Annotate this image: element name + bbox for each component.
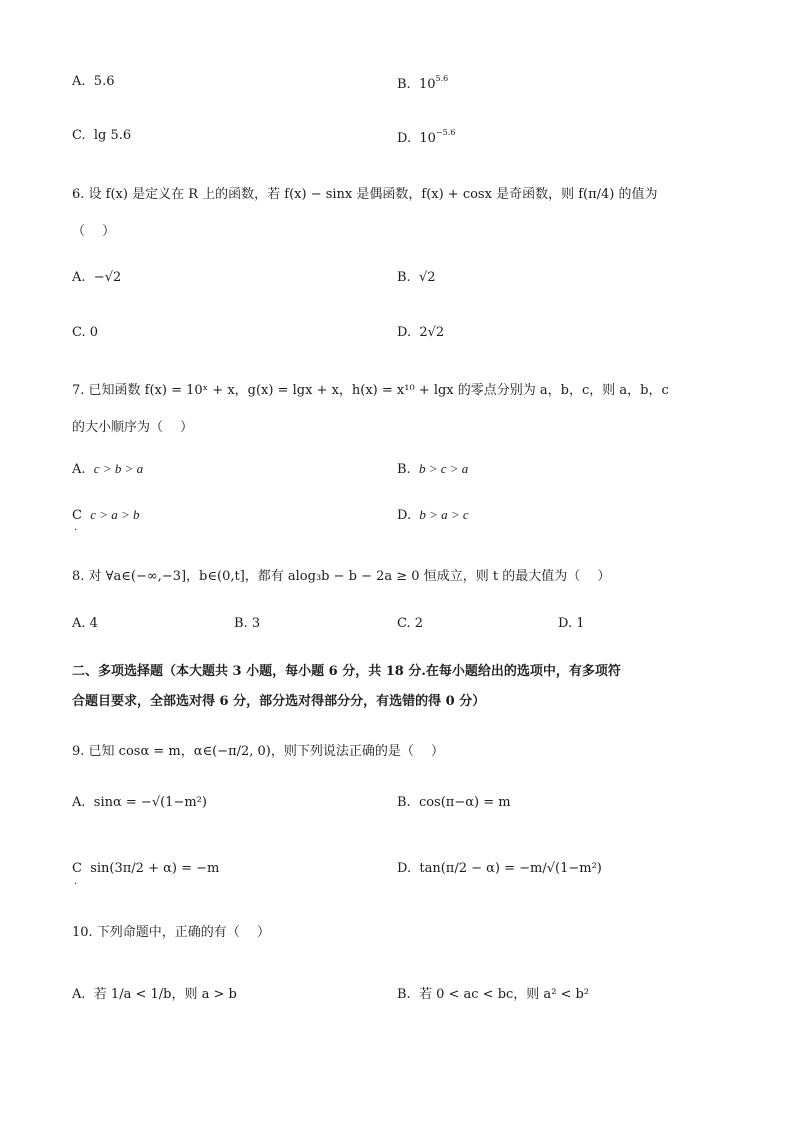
q7-stem-line2: 的大小顺序为（ ） xyxy=(72,420,194,435)
q5-option-d: D. $10^{-5.6}$ xyxy=(397,128,456,146)
q9-option-c: C sin(3π/2 + α) = −m xyxy=(72,861,220,876)
q5-option-a: A. 5.6 xyxy=(72,74,115,89)
stray-dot-mark: . xyxy=(74,522,78,533)
q10-option-b: B. 若 0 < ac < bc，则 a² < b² xyxy=(397,987,590,1002)
stray-dot-mark: . xyxy=(74,876,78,887)
q5-option-c: C. lg 5.6 xyxy=(72,128,132,143)
q7-option-b: B. b > c > a xyxy=(397,461,469,477)
q8-option-a: A. 4 xyxy=(72,616,98,631)
q10-option-a: A. 若 1/a < 1/b，则 a > b xyxy=(72,987,237,1002)
q6-option-d: D. 2√2 xyxy=(397,325,445,340)
q7-option-d: D. b > a > c xyxy=(397,507,469,523)
q9-option-a: A. sinα = −√(1−m²) xyxy=(72,795,207,810)
q6-option-a: A. −√2 xyxy=(72,270,122,285)
q7-option-c: C c > a > b xyxy=(72,507,140,523)
q10-stem: 10. 下列命题中，正确的有（ ） xyxy=(72,925,270,940)
q9-stem: 9. 已知 cosα = m，α∈(−π/2, 0)，则下列说法正确的是（ ） xyxy=(72,744,445,759)
q9-option-b: B. cos(π−α) = m xyxy=(397,795,511,810)
q6-option-b: B. √2 xyxy=(397,270,436,285)
section2-heading-line1: 二、多项选择题（本大题共 3 小题，每小题 6 分，共 18 分.在每小题给出的选项中，有多项符 xyxy=(72,664,621,679)
q6-option-c: C. 0 xyxy=(72,325,99,340)
q7-option-a: A. c > b > a xyxy=(72,461,144,477)
q8-stem: 8. 对 ∀a∈(−∞,−3]，b∈(0,t]，都有 alog₃b − b − 2a ≥ 0 恒成立，则 t 的最大值为（ ） xyxy=(72,569,611,584)
q6-stem-line2: （ ） xyxy=(72,224,116,239)
q5-option-b: B. $10^{5.6}$ xyxy=(397,74,449,92)
q8-option-d: D. 1 xyxy=(558,616,585,631)
section2-heading-line2: 合题目要求，全部选对得 6 分，部分选对得部分分，有选错的得 0 分） xyxy=(72,694,486,709)
q8-option-c: C. 2 xyxy=(397,616,424,631)
q9-option-d: D. tan(π/2 − α) = −m/√(1−m²) xyxy=(397,861,602,876)
q7-stem-line1: 7. 已知函数 f(x) = 10ˣ + x，g(x) = lgx + x，h(x) = x¹⁰ + lgx 的零点分别为 a，b，c，则 a，b，c xyxy=(72,383,669,398)
q8-option-b: B. 3 xyxy=(234,616,261,631)
q6-stem-line1: 6. 设 f(x) 是定义在 R 上的函数，若 f(x) − sinx 是偶函数，f(x) + cosx 是奇函数，则 f(π/4) 的值为 xyxy=(72,187,658,202)
